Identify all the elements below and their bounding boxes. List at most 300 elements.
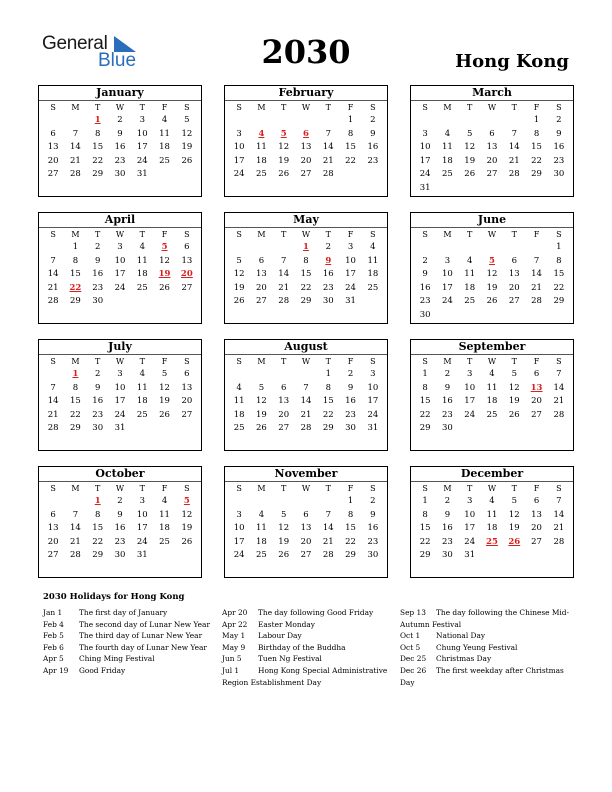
day-cell: 25 bbox=[233, 423, 245, 434]
month-title: July bbox=[39, 340, 201, 355]
day-cell: 1 bbox=[422, 496, 428, 506]
day-cell: 28 bbox=[47, 423, 59, 434]
day-cell: 30 bbox=[345, 423, 356, 434]
holiday-day-cell: 1 bbox=[303, 242, 309, 252]
day-cell: 10 bbox=[136, 128, 148, 139]
day-cell: 14 bbox=[47, 396, 59, 407]
day-cell: 12 bbox=[233, 269, 245, 280]
weekday-label: F bbox=[161, 230, 168, 239]
weekday-label: T bbox=[95, 484, 101, 493]
weekday-label: T bbox=[281, 103, 287, 112]
day-cell: 3 bbox=[466, 496, 473, 506]
day-cell: 16 bbox=[114, 523, 126, 534]
day-cell: 28 bbox=[531, 296, 542, 307]
empty-cell bbox=[459, 114, 481, 128]
holiday-item bbox=[400, 653, 570, 665]
holiday-name: The third day of Lunar New Year bbox=[79, 631, 203, 641]
day-cell: 23 bbox=[442, 536, 453, 547]
weekday-label: T bbox=[325, 357, 331, 366]
holiday-name: Birthday of the Buddha bbox=[258, 642, 346, 652]
holiday-date: Apr 20 bbox=[222, 608, 248, 617]
day-cell: 30 bbox=[322, 296, 334, 307]
weekday-label: F bbox=[161, 357, 168, 366]
day-cell: 22 bbox=[92, 536, 104, 547]
weekday-label: T bbox=[95, 103, 101, 112]
holiday-day-cell: 1 bbox=[72, 369, 79, 379]
day-cell: 20 bbox=[486, 155, 498, 166]
weekday-label: T bbox=[511, 484, 517, 493]
day-cell: 24 bbox=[419, 169, 431, 180]
day-cell: 6 bbox=[533, 496, 540, 506]
day-cell: 18 bbox=[233, 409, 245, 420]
day-cell: 28 bbox=[553, 536, 565, 547]
day-cell: 5 bbox=[258, 382, 265, 393]
holiday-date: Dec 25 bbox=[400, 654, 427, 664]
weekday-header bbox=[411, 355, 573, 368]
month-title: March bbox=[411, 86, 573, 101]
holiday-name: Good Friday bbox=[79, 665, 126, 675]
day-cell: 26 bbox=[181, 536, 193, 547]
day-cell: 1 bbox=[72, 242, 79, 252]
day-grid bbox=[411, 368, 573, 436]
day-cell: 25 bbox=[159, 155, 170, 166]
weekday-label: W bbox=[301, 484, 311, 493]
day-cell: 6 bbox=[533, 369, 540, 379]
day-cell: 28 bbox=[322, 169, 334, 180]
month-title: June bbox=[411, 213, 573, 228]
day-cell: 19 bbox=[256, 409, 267, 420]
empty-cell bbox=[436, 241, 458, 255]
weekday-label: M bbox=[71, 103, 80, 112]
holiday-item bbox=[400, 630, 570, 642]
month-title: August bbox=[225, 340, 387, 355]
day-cell: 9 bbox=[422, 269, 428, 280]
empty-cell bbox=[250, 241, 272, 255]
day-cell: 3 bbox=[139, 496, 145, 506]
weekday-label: F bbox=[533, 103, 540, 112]
day-cell: 15 bbox=[92, 142, 104, 153]
day-cell: 4 bbox=[444, 128, 451, 139]
day-cell: 19 bbox=[159, 396, 170, 407]
day-cell: 29 bbox=[419, 550, 431, 561]
day-cell: 29 bbox=[300, 296, 312, 307]
holiday-day-cell: 19 bbox=[158, 269, 171, 280]
weekday-label: T bbox=[511, 103, 517, 112]
holiday-name: Chung Yeung Festival bbox=[436, 642, 518, 652]
weekday-label: F bbox=[347, 230, 354, 239]
day-cell: 14 bbox=[300, 396, 312, 407]
day-grid bbox=[39, 495, 201, 563]
holidays-title: 2030 Holidays for Hong Kong bbox=[43, 592, 185, 602]
day-cell: 8 bbox=[422, 382, 428, 393]
weekday-label: F bbox=[161, 103, 168, 112]
weekday-label: T bbox=[139, 484, 145, 493]
holiday-date: Dec 26 bbox=[400, 665, 427, 675]
holiday-day-cell: 1 bbox=[94, 115, 101, 125]
day-cell: 6 bbox=[258, 255, 265, 266]
day-cell: 26 bbox=[464, 169, 476, 180]
day-cell: 21 bbox=[47, 409, 59, 420]
day-cell: 19 bbox=[278, 155, 290, 166]
weekday-label: S bbox=[236, 103, 242, 112]
day-cell: 8 bbox=[303, 255, 309, 266]
day-cell: 21 bbox=[531, 282, 542, 293]
day-cell: 2 bbox=[94, 242, 101, 252]
day-cell: 13 bbox=[300, 142, 312, 153]
day-cell: 2 bbox=[444, 369, 451, 379]
day-cell: 18 bbox=[256, 536, 267, 547]
day-cell: 24 bbox=[345, 282, 356, 293]
day-cell: 24 bbox=[442, 296, 453, 307]
day-cell: 13 bbox=[256, 269, 267, 280]
weekday-header bbox=[411, 482, 573, 495]
day-cell: 26 bbox=[256, 423, 267, 434]
day-cell: 5 bbox=[161, 369, 168, 379]
weekday-label: S bbox=[184, 230, 190, 239]
day-cell: 27 bbox=[181, 409, 193, 420]
day-cell: 15 bbox=[92, 523, 104, 534]
holiday-date: Feb 5 bbox=[43, 631, 64, 641]
holiday-date: Apr 22 bbox=[222, 619, 248, 629]
weekday-header bbox=[225, 101, 387, 114]
empty-cell bbox=[503, 241, 525, 255]
day-cell: 11 bbox=[159, 509, 170, 520]
day-cell: 27 bbox=[531, 536, 542, 547]
day-cell: 14 bbox=[531, 269, 542, 280]
day-cell: 24 bbox=[233, 550, 245, 561]
day-cell: 18 bbox=[159, 142, 170, 153]
day-cell: 7 bbox=[325, 128, 331, 139]
day-cell: 31 bbox=[419, 182, 431, 193]
holiday-date: Oct 1 bbox=[400, 631, 421, 641]
month-title: April bbox=[39, 213, 201, 228]
day-cell: 15 bbox=[70, 396, 81, 407]
holiday-day-cell: 9 bbox=[325, 255, 332, 266]
day-cell: 29 bbox=[345, 550, 356, 561]
day-cell: 14 bbox=[322, 523, 334, 534]
day-cell: 6 bbox=[184, 369, 190, 379]
day-cell: 18 bbox=[367, 269, 379, 280]
day-cell: 17 bbox=[367, 396, 379, 407]
day-cell: 19 bbox=[278, 536, 290, 547]
day-cell: 30 bbox=[114, 169, 126, 180]
weekday-label: W bbox=[301, 103, 311, 112]
holiday-item bbox=[222, 665, 392, 677]
empty-cell bbox=[459, 241, 481, 255]
weekday-label: T bbox=[467, 357, 473, 366]
holiday-column bbox=[222, 607, 392, 688]
holiday-date: May 9 bbox=[222, 642, 246, 652]
day-cell: 12 bbox=[508, 509, 520, 520]
holiday-name: The day following the Chinese Mid- bbox=[436, 608, 570, 617]
day-cell: 27 bbox=[47, 550, 59, 561]
holiday-day-cell: 22 bbox=[69, 282, 82, 293]
day-cell: 13 bbox=[47, 523, 59, 534]
weekday-label: T bbox=[511, 230, 517, 239]
day-cell: 13 bbox=[181, 255, 193, 266]
holiday-name: Tuen Ng Festival bbox=[258, 654, 322, 664]
day-cell: 16 bbox=[553, 142, 565, 153]
day-cell: 24 bbox=[136, 536, 148, 547]
day-cell: 2 bbox=[94, 369, 101, 379]
day-cell: 28 bbox=[70, 550, 81, 561]
day-cell: 7 bbox=[72, 128, 79, 139]
holiday-date: Jul 1 bbox=[222, 665, 240, 675]
day-cell: 14 bbox=[70, 523, 81, 534]
day-grid bbox=[39, 368, 201, 436]
day-cell: 4 bbox=[161, 115, 168, 125]
day-cell: 6 bbox=[303, 509, 309, 520]
day-cell: 18 bbox=[159, 523, 170, 534]
weekday-label: T bbox=[467, 103, 473, 112]
day-cell: 5 bbox=[511, 496, 517, 506]
empty-cell bbox=[436, 114, 458, 128]
day-cell: 16 bbox=[114, 142, 126, 153]
day-cell: 11 bbox=[256, 523, 267, 534]
weekday-header bbox=[39, 482, 201, 495]
month-june bbox=[410, 212, 574, 324]
day-cell: 1 bbox=[347, 115, 354, 125]
empty-cell bbox=[228, 495, 250, 509]
day-cell: 14 bbox=[553, 382, 565, 393]
holiday-date: Feb 4 bbox=[43, 619, 64, 629]
day-cell: 2 bbox=[347, 369, 354, 379]
weekday-label: F bbox=[533, 357, 540, 366]
weekday-header bbox=[225, 482, 387, 495]
day-cell: 18 bbox=[256, 155, 267, 166]
day-cell: 22 bbox=[322, 409, 334, 420]
empty-cell bbox=[317, 114, 339, 128]
day-cell: 2 bbox=[556, 115, 562, 125]
holiday-item bbox=[400, 607, 570, 619]
day-cell: 20 bbox=[256, 282, 267, 293]
holiday-day-cell: 25 bbox=[486, 536, 498, 547]
day-cell: 21 bbox=[70, 155, 81, 166]
day-cell: 28 bbox=[508, 169, 520, 180]
day-cell: 29 bbox=[419, 423, 431, 434]
day-cell: 8 bbox=[325, 382, 331, 393]
holiday-name: Ching Ming Festival bbox=[79, 654, 155, 664]
day-cell: 21 bbox=[300, 409, 312, 420]
weekday-label: T bbox=[325, 230, 331, 239]
day-cell: 10 bbox=[233, 523, 245, 534]
weekday-label: W bbox=[301, 357, 311, 366]
day-grid bbox=[39, 241, 201, 309]
day-cell: 14 bbox=[70, 142, 81, 153]
day-cell: 2 bbox=[325, 242, 331, 252]
day-cell: 4 bbox=[139, 242, 145, 252]
day-cell: 11 bbox=[486, 509, 498, 520]
day-cell: 30 bbox=[553, 169, 565, 180]
day-cell: 22 bbox=[92, 155, 104, 166]
day-cell: 16 bbox=[419, 282, 431, 293]
month-may bbox=[224, 212, 388, 324]
day-cell: 29 bbox=[553, 296, 565, 307]
month-title: September bbox=[411, 340, 573, 355]
weekday-label: T bbox=[281, 484, 287, 493]
day-cell: 31 bbox=[464, 550, 476, 561]
empty-cell bbox=[295, 114, 317, 128]
holiday-name: Easter Monday bbox=[258, 619, 315, 629]
weekday-label: S bbox=[236, 230, 242, 239]
day-cell: 13 bbox=[47, 142, 59, 153]
day-cell: 31 bbox=[136, 169, 148, 180]
logo-text-blue: Blue bbox=[98, 50, 137, 71]
day-cell: 9 bbox=[444, 382, 451, 393]
day-cell: 31 bbox=[136, 550, 148, 561]
weekday-label: S bbox=[556, 230, 562, 239]
day-cell: 19 bbox=[181, 142, 193, 153]
day-cell: 26 bbox=[159, 409, 170, 420]
day-cell: 27 bbox=[300, 169, 312, 180]
day-cell: 26 bbox=[181, 155, 193, 166]
day-cell: 27 bbox=[531, 409, 542, 420]
weekday-label: M bbox=[71, 357, 80, 366]
month-title: December bbox=[411, 467, 573, 482]
holiday-name: The second day of Lunar New Year bbox=[79, 619, 210, 629]
holiday-day-cell: 5 bbox=[280, 128, 287, 139]
day-cell: 9 bbox=[117, 128, 123, 139]
day-cell: 4 bbox=[489, 496, 495, 506]
day-cell: 3 bbox=[117, 369, 123, 379]
day-cell: 28 bbox=[553, 409, 565, 420]
month-january bbox=[38, 85, 202, 197]
day-cell: 19 bbox=[464, 155, 476, 166]
weekday-label: T bbox=[467, 484, 473, 493]
day-cell: 11 bbox=[256, 142, 267, 153]
day-cell: 3 bbox=[370, 369, 376, 379]
holiday-item bbox=[222, 619, 392, 631]
day-cell: 9 bbox=[94, 255, 101, 266]
holiday-name-continued: Day bbox=[400, 677, 415, 687]
day-cell: 25 bbox=[256, 550, 267, 561]
day-cell: 12 bbox=[464, 142, 476, 153]
month-april bbox=[38, 212, 202, 324]
holiday-item bbox=[43, 619, 213, 631]
month-title: October bbox=[39, 467, 201, 482]
day-cell: 18 bbox=[464, 282, 476, 293]
day-cell: 3 bbox=[139, 115, 145, 125]
weekday-label: S bbox=[370, 484, 376, 493]
day-cell: 8 bbox=[422, 509, 428, 520]
weekday-label: M bbox=[257, 484, 266, 493]
day-cell: 9 bbox=[94, 382, 101, 393]
weekday-header bbox=[39, 228, 201, 241]
day-cell: 23 bbox=[367, 155, 379, 166]
day-cell: 10 bbox=[367, 382, 379, 393]
weekday-label: F bbox=[161, 484, 168, 493]
day-cell: 8 bbox=[72, 382, 79, 393]
day-grid bbox=[225, 368, 387, 436]
empty-cell bbox=[273, 114, 295, 128]
holiday-date: Jun 5 bbox=[222, 654, 242, 664]
day-cell: 23 bbox=[114, 155, 126, 166]
day-cell: 2 bbox=[117, 496, 123, 506]
day-cell: 17 bbox=[233, 536, 245, 547]
holiday-item bbox=[43, 607, 213, 619]
holiday-day-cell: 5 bbox=[183, 496, 190, 506]
day-cell: 31 bbox=[114, 423, 126, 434]
day-cell: 5 bbox=[184, 115, 190, 125]
day-cell: 30 bbox=[419, 309, 431, 320]
holiday-column bbox=[400, 607, 570, 688]
holiday-item bbox=[43, 653, 213, 665]
day-cell: 17 bbox=[345, 269, 356, 280]
day-cell: 13 bbox=[508, 269, 520, 280]
day-cell: 15 bbox=[300, 269, 312, 280]
weekday-label: S bbox=[50, 103, 56, 112]
day-cell: 27 bbox=[278, 423, 290, 434]
day-cell: 16 bbox=[92, 269, 104, 280]
day-cell: 22 bbox=[553, 282, 565, 293]
empty-cell bbox=[42, 114, 64, 128]
day-cell: 22 bbox=[345, 155, 356, 166]
day-cell: 13 bbox=[278, 396, 290, 407]
holiday-name: Labour Day bbox=[258, 631, 302, 641]
day-cell: 8 bbox=[94, 128, 101, 139]
day-grid bbox=[411, 495, 573, 563]
day-cell: 23 bbox=[114, 536, 126, 547]
holiday-date: Apr 5 bbox=[43, 654, 64, 664]
day-cell: 7 bbox=[72, 509, 79, 520]
day-cell: 28 bbox=[278, 296, 290, 307]
day-cell: 30 bbox=[92, 423, 104, 434]
holiday-date: Jan 1 bbox=[43, 608, 63, 617]
weekday-label: S bbox=[422, 230, 428, 239]
day-cell: 30 bbox=[442, 550, 453, 561]
day-cell: 23 bbox=[322, 282, 334, 293]
weekday-label: F bbox=[347, 357, 354, 366]
day-cell: 24 bbox=[136, 155, 148, 166]
holiday-item bbox=[43, 630, 213, 642]
empty-cell bbox=[228, 368, 250, 382]
day-cell: 20 bbox=[181, 396, 193, 407]
weekday-label: M bbox=[257, 103, 266, 112]
day-cell: 12 bbox=[278, 523, 290, 534]
day-cell: 27 bbox=[300, 550, 312, 561]
empty-cell bbox=[481, 241, 503, 255]
day-cell: 15 bbox=[419, 523, 431, 534]
empty-cell bbox=[273, 495, 295, 509]
day-grid bbox=[39, 114, 201, 182]
weekday-label: M bbox=[71, 484, 80, 493]
day-cell: 29 bbox=[322, 423, 334, 434]
day-cell: 26 bbox=[508, 409, 520, 420]
day-cell: 18 bbox=[486, 523, 498, 534]
month-title: January bbox=[39, 86, 201, 101]
day-cell: 6 bbox=[511, 255, 517, 266]
weekday-label: W bbox=[115, 484, 125, 493]
day-cell: 16 bbox=[367, 142, 379, 153]
weekday-label: S bbox=[184, 484, 190, 493]
day-cell: 3 bbox=[236, 509, 242, 520]
day-cell: 21 bbox=[322, 155, 334, 166]
day-cell: 16 bbox=[442, 523, 453, 534]
weekday-label: S bbox=[422, 103, 428, 112]
empty-cell bbox=[250, 368, 272, 382]
day-cell: 10 bbox=[114, 382, 126, 393]
day-cell: 24 bbox=[114, 409, 126, 420]
day-cell: 24 bbox=[114, 282, 126, 293]
day-cell: 2 bbox=[370, 115, 376, 125]
day-cell: 16 bbox=[442, 396, 453, 407]
day-cell: 9 bbox=[370, 509, 376, 520]
day-cell: 26 bbox=[159, 282, 170, 293]
day-cell: 6 bbox=[50, 509, 56, 520]
empty-cell bbox=[42, 495, 64, 509]
day-cell: 23 bbox=[345, 409, 356, 420]
day-cell: 14 bbox=[278, 269, 290, 280]
